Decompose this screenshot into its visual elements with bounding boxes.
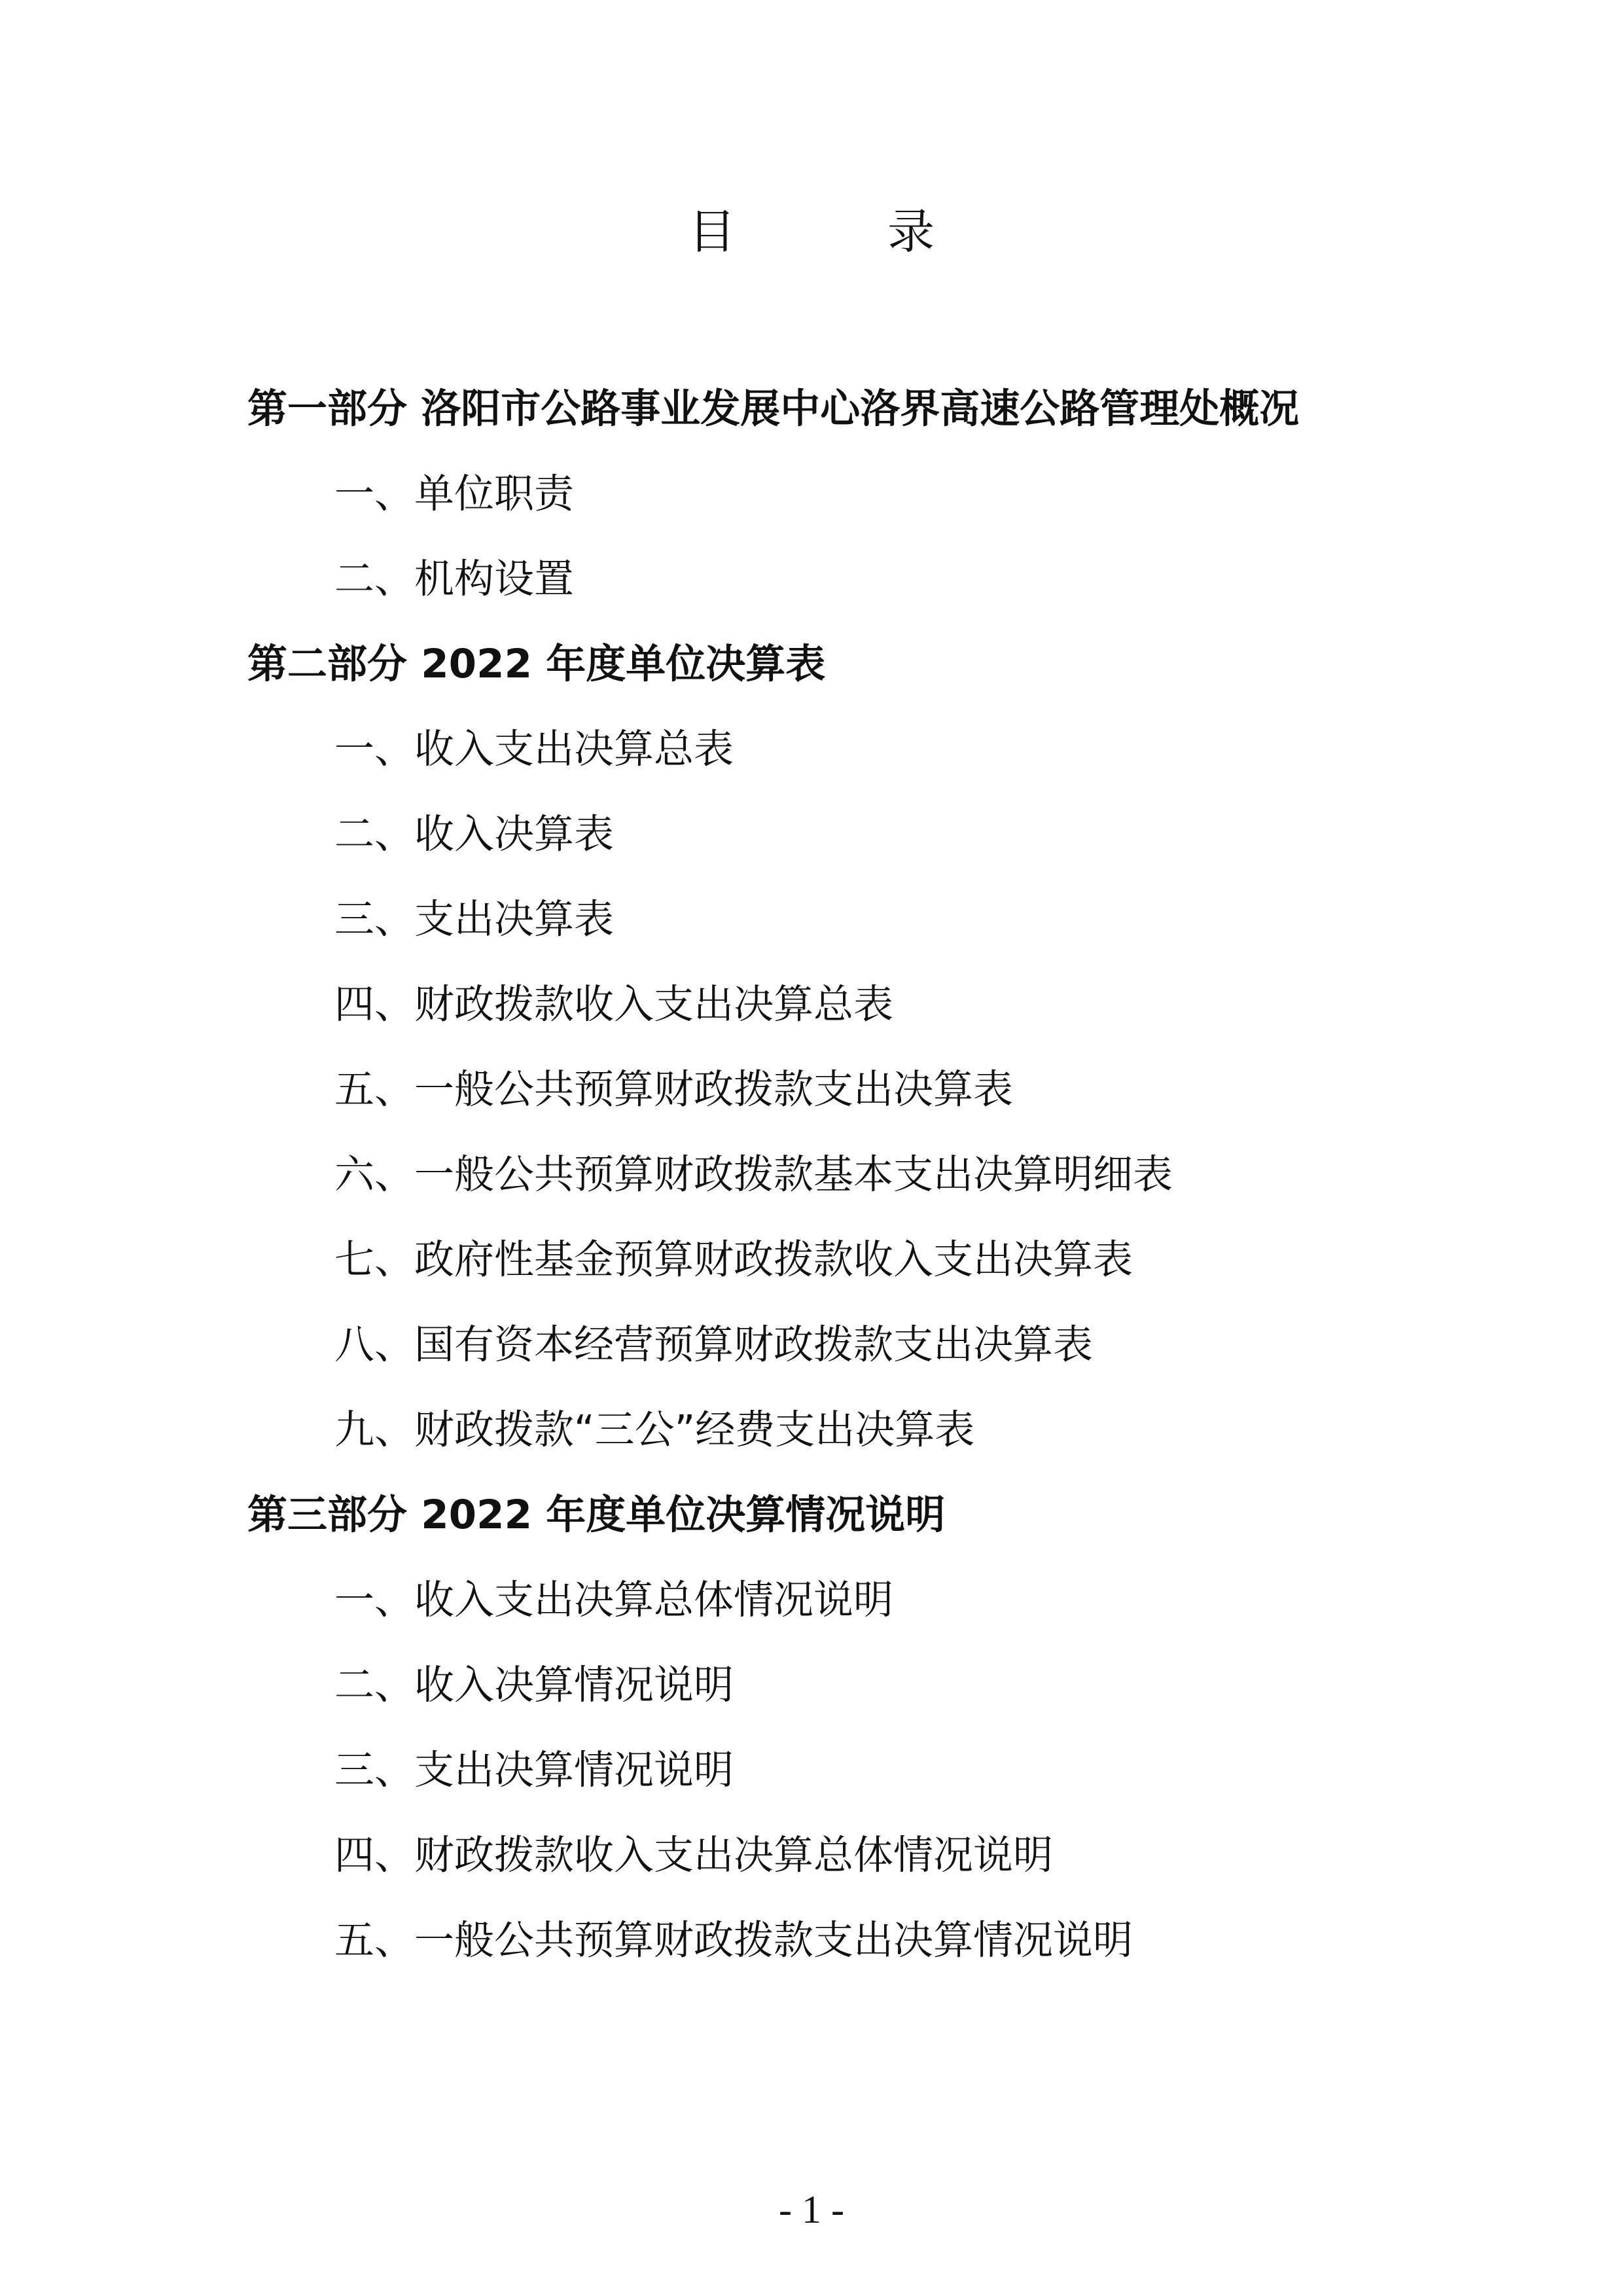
page-title: 目 录 xyxy=(688,204,987,259)
toc-item: 一、收入支出决算总表 xyxy=(334,726,734,772)
toc-item: 四、财政拨款收入支出决算总表 xyxy=(334,981,894,1028)
part-heading-1: 第一部分 洛阳市公路事业发展中心洛界高速公路管理处概况 xyxy=(247,386,1300,432)
toc-item: 三、支出决算表 xyxy=(334,896,615,942)
toc-item: 九、财政拨款“三公”经费支出决算表 xyxy=(334,1407,975,1453)
toc-item: 六、一般公共预算财政拨款基本支出决算明细表 xyxy=(334,1151,1173,1198)
toc-item: 五、一般公共预算财政拨款支出决算表 xyxy=(334,1066,1014,1113)
toc-item: 三、支出决算情况说明 xyxy=(334,1747,734,1793)
toc-item: 二、机构设置 xyxy=(334,556,575,602)
toc-item: 八、国有资本经营预算财政拨款支出决算表 xyxy=(334,1321,1094,1368)
toc-item: 七、政府性基金预算财政拨款收入支出决算表 xyxy=(334,1236,1133,1283)
toc-item: 五、一般公共预算财政拨款支出决算情况说明 xyxy=(334,1917,1133,1964)
toc-item: 二、收入决算表 xyxy=(334,811,615,857)
toc-item: 一、收入支出决算总体情况说明 xyxy=(334,1577,894,1623)
part-heading-2: 第二部分 2022 年度单位决算表 xyxy=(247,641,826,687)
toc-item: 二、收入决算情况说明 xyxy=(334,1662,734,1708)
page-number: - 1 - xyxy=(779,2188,844,2231)
toc-item: 四、财政拨款收入支出决算总体情况说明 xyxy=(334,1832,1054,1878)
toc-item: 一、单位职责 xyxy=(334,471,575,517)
table-of-contents xyxy=(247,367,1386,1983)
part-heading-3: 第三部分 2022 年度单位决算情况说明 xyxy=(247,1492,946,1538)
